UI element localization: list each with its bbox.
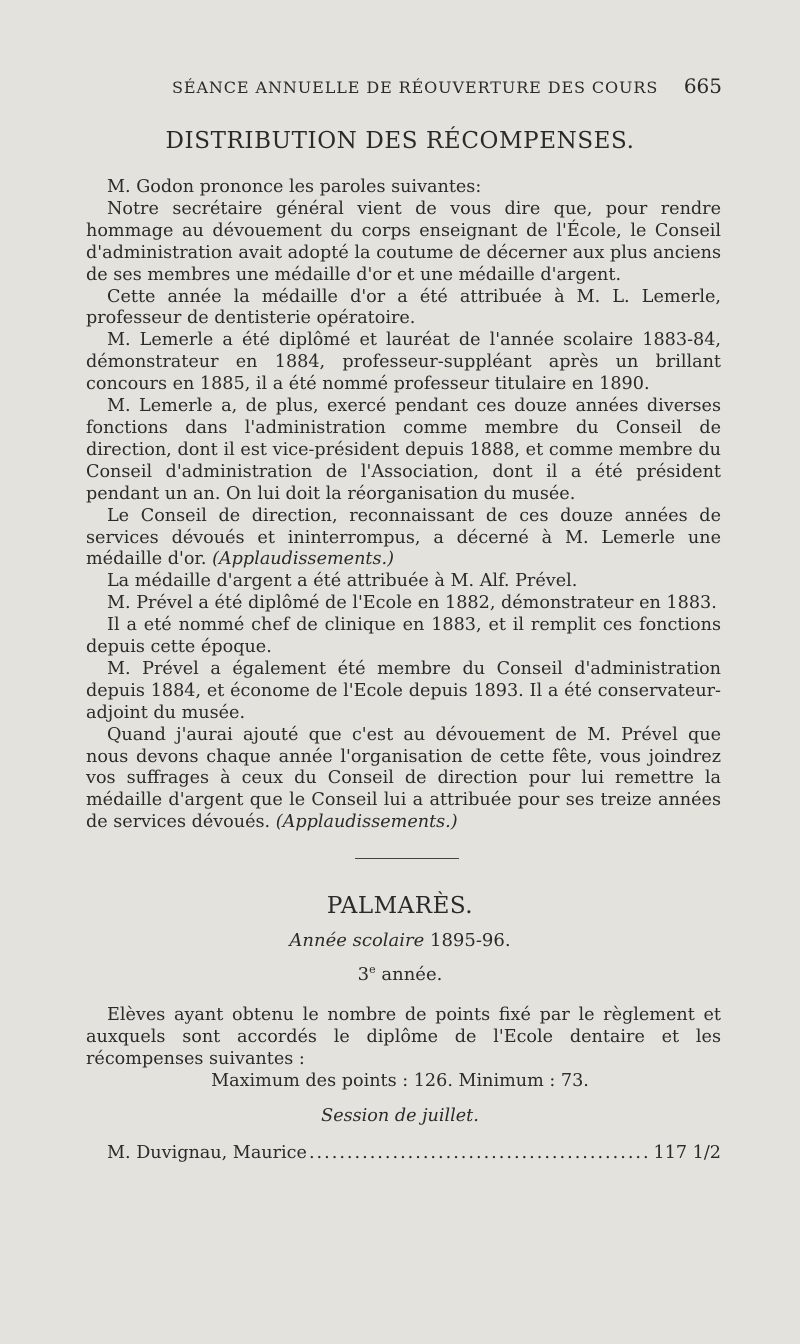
section-title-distribution: DISTRIBUTION DES RÉCOMPENSES. bbox=[165, 128, 635, 154]
grade-word: année. bbox=[381, 964, 443, 985]
paragraph: Il a eté nommé chef de clinique en 1883, et il remplit ces fonctions depuis cette époque. bbox=[86, 615, 721, 658]
running-header bbox=[172, 74, 722, 98]
grade-number: 3 bbox=[357, 964, 370, 985]
palmares-intro bbox=[86, 1005, 721, 1071]
section-divider bbox=[355, 858, 459, 859]
year-label: Année scolaire bbox=[289, 930, 425, 951]
points-range: Maximum des points : 126. Minimum : 73. bbox=[211, 1071, 589, 1091]
paragraph: M. Godon prononce les paroles suivantes: bbox=[107, 177, 482, 197]
student-score: 117 1/2 bbox=[653, 1143, 721, 1163]
paragraph: M. Prével a été diplômé de l'Ecole en 1882, démonstrateur en 1883. bbox=[107, 593, 717, 614]
applause-note: (Applaudissements.) bbox=[212, 549, 394, 570]
paragraph-with-applause bbox=[86, 725, 721, 835]
dot-leader bbox=[309, 1143, 648, 1163]
student-name: M. Duvignau, Maurice bbox=[107, 1143, 307, 1163]
paragraph: Cette année la médaille d'or a été attribuée à M. L. Lemerle, professeur de dentisterie opératoire. bbox=[86, 286, 721, 329]
grade-suffix: e bbox=[369, 963, 376, 976]
grade-heading bbox=[0, 963, 800, 985]
running-title: SÉANCE ANNUELLE DE RÉOUVERTURE DES COURS bbox=[172, 78, 659, 97]
paragraph: M. Lemerle a, de plus, exercé pendant ces douze années diverses fonctions dans l'administration comme membre du Conseil de direction, dont il est vice-président depuis 1888, et comme membre du Conseil d'administration de l'Association, dont il a été président pendant un an. On lui doit la réorganisation du musée. bbox=[86, 396, 721, 504]
applause-note: (Applaudissements.) bbox=[275, 812, 458, 833]
paragraph: M. Lemerle a été diplômé et lauréat de l'année scolaire 1883-84, démonstrateur en 1884, professeur-suppléant après un brillant concours en 1885, il a été nommé professeur titulaire en 1890. bbox=[86, 330, 721, 395]
list-item bbox=[107, 1143, 721, 1163]
paragraph: Notre secrétaire général vient de vous dire que, pour rendre hommage au dévouement du corps enseignant de l'École, le Conseil d'administration avait adopté la coutume de décerner aux plus anciens de ses membres une médaille d'or et une médaille d'argent. bbox=[86, 198, 721, 285]
year-value: 1895-96. bbox=[430, 930, 511, 951]
session-heading: Session de juillet. bbox=[321, 1106, 479, 1126]
paragraph-with-applause bbox=[86, 506, 721, 572]
paragraph: La médaille d'argent a été attribuée à M. Alf. Prével. bbox=[107, 571, 578, 592]
paragraph-text: Quand j'aurai ajouté que c'est au dévouement de M. Prével que nous devons chaque année l'organisation de cette fête, vous joindrez vos suffrages à ceux du Conseil de direction pour lui remettre la médaille d'argent que le Conseil lui a attribuée pour ses treize années de services dévoués. bbox=[86, 724, 721, 833]
school-year bbox=[0, 930, 800, 951]
speech-text bbox=[86, 177, 721, 834]
paragraph-text: Le Conseil de direction, reconnaissant de ces douze années de services dévoués et ininterrompus, a décerné à M. Lemerle une médaille d'or. bbox=[86, 505, 721, 570]
paragraph: M. Prével a également été membre du Conseil d'administration depuis 1884, et économe de l'Ecole depuis 1893. Il a été conservateur-adjoint du musée. bbox=[86, 658, 721, 723]
section-title-palmares: PALMARÈS. bbox=[326, 893, 474, 919]
page-number: 665 bbox=[683, 74, 722, 98]
paragraph: Elèves ayant obtenu le nombre de points fixé par le règlement et auxquels sont accordés le diplôme de l'Ecole dentaire et les récompenses suivantes : bbox=[86, 1005, 721, 1069]
